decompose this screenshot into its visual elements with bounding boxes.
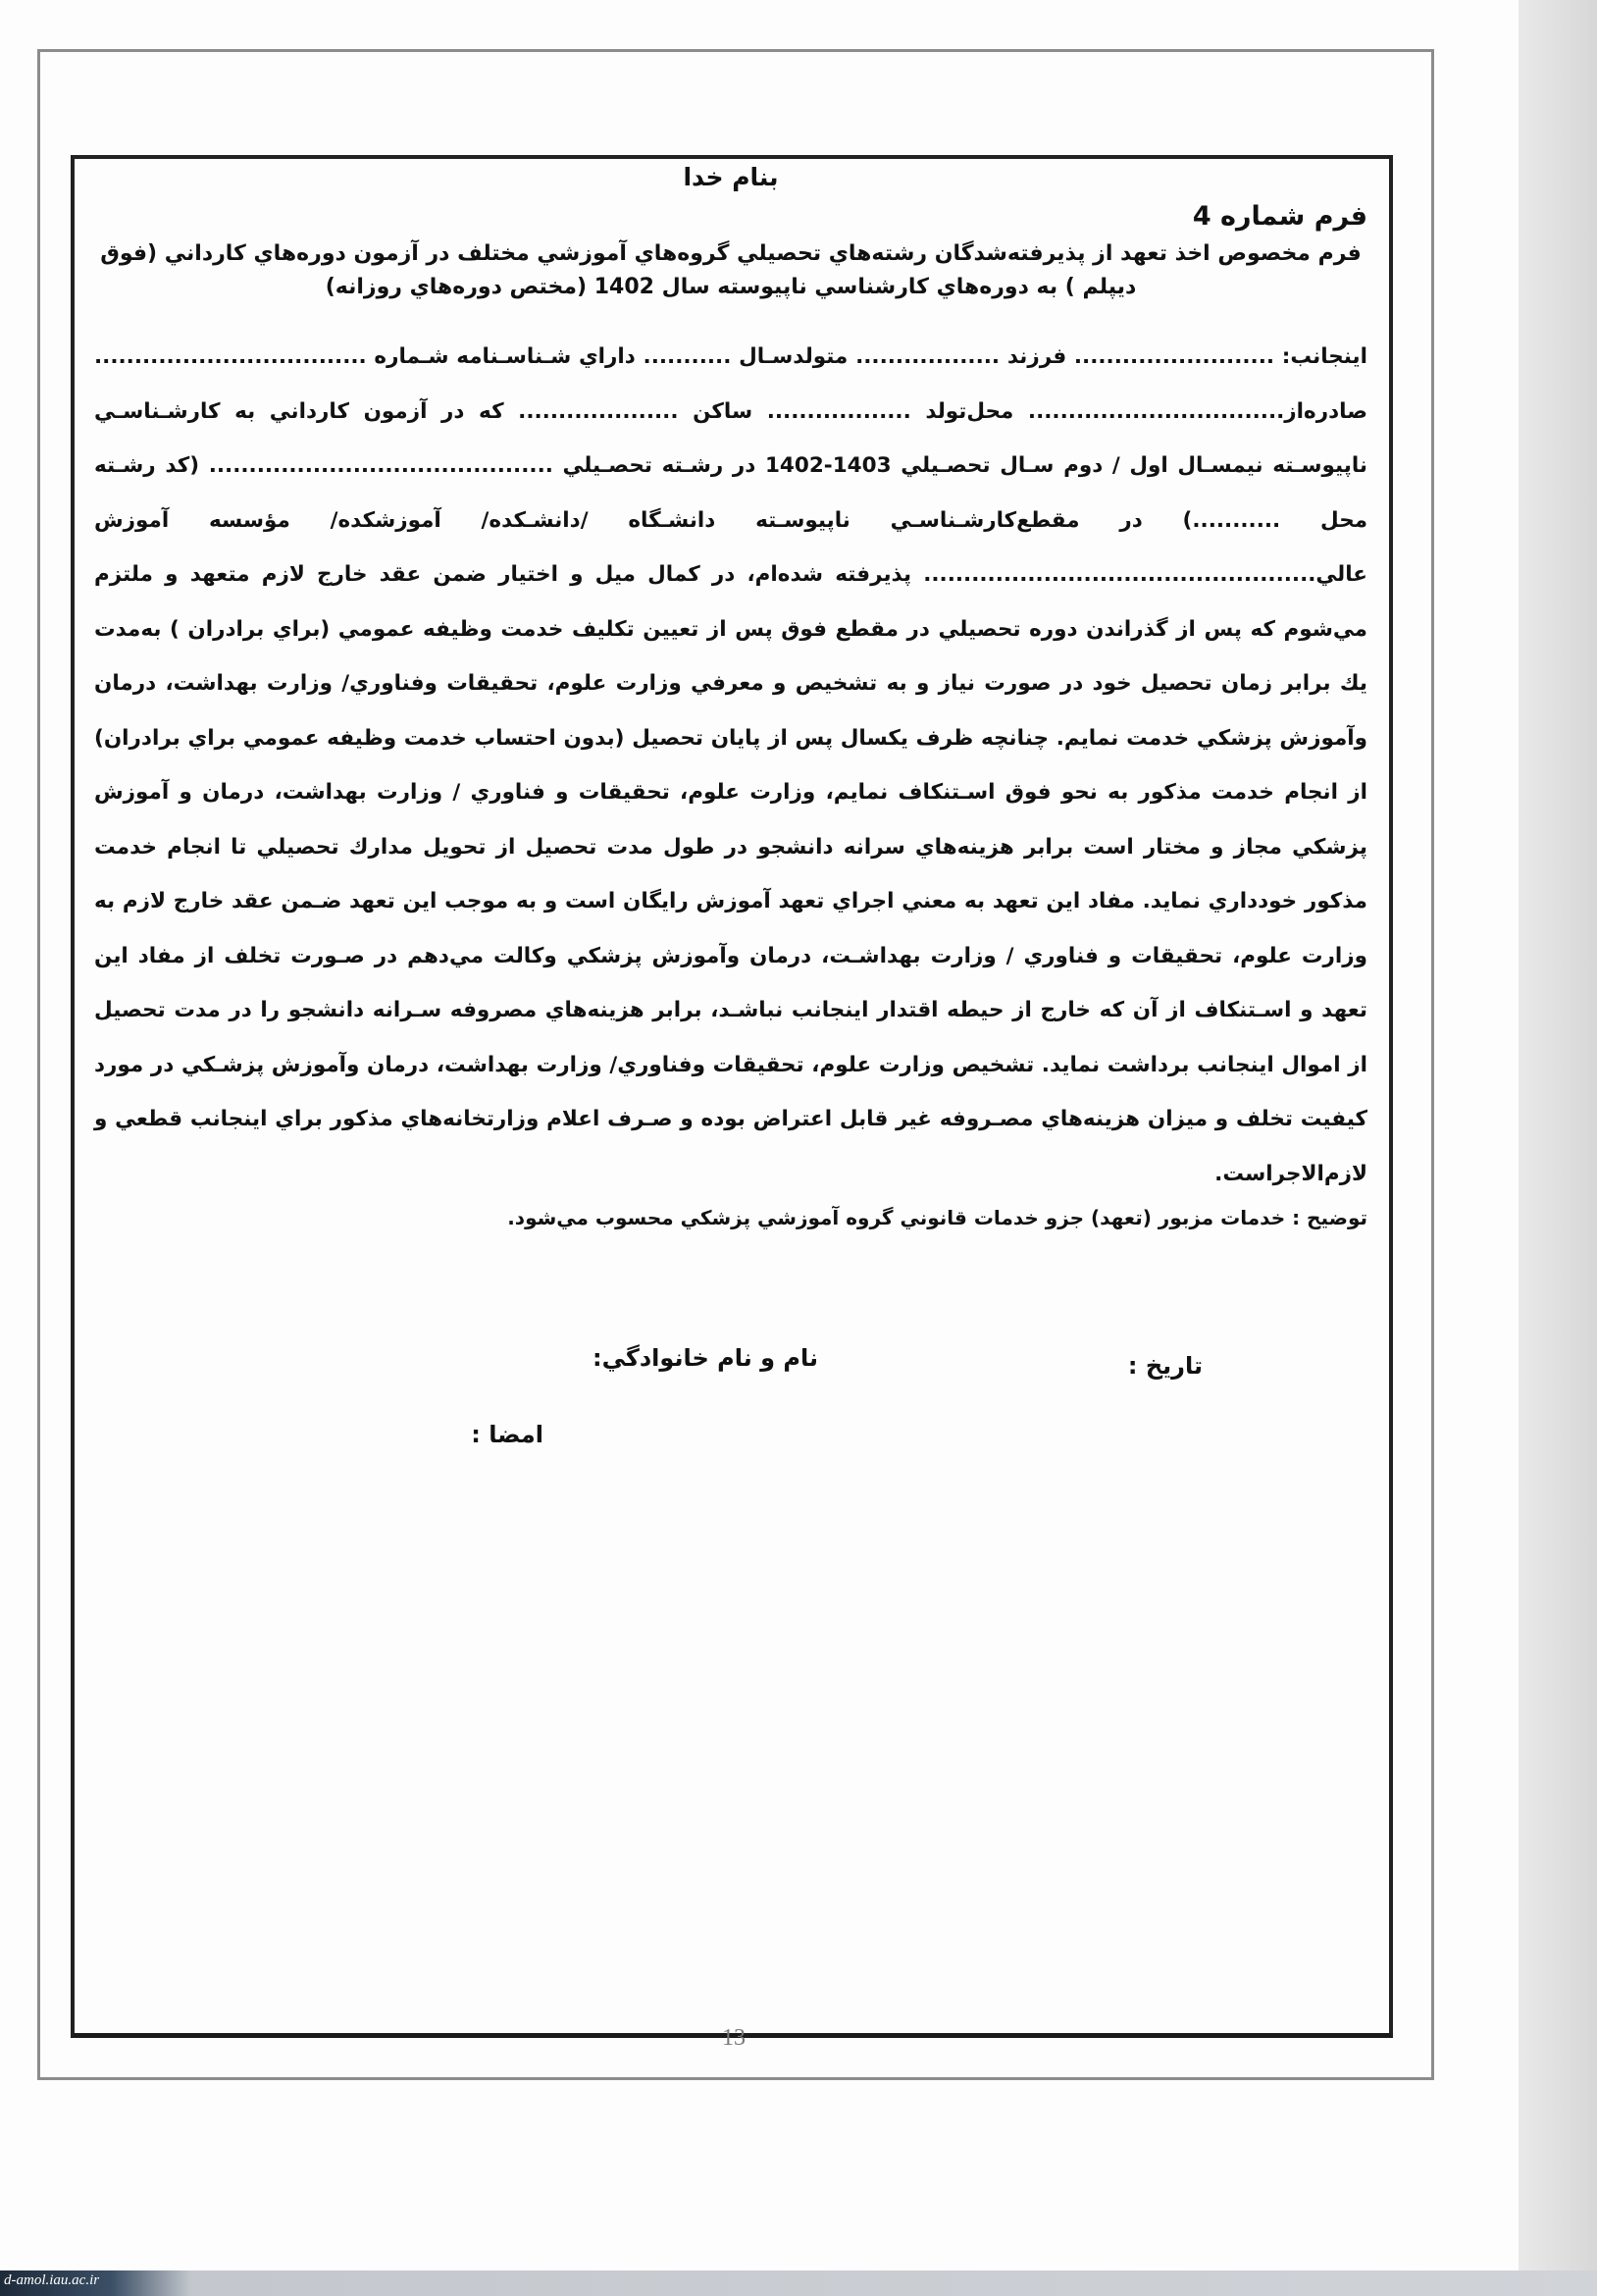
commitment-text: اينجانب: ......................... فرزند .................. متولدسـال ........... داراي شـناسـنامه شـماره .................................. صادره‌از................................ محل‌تولد .................. ساكن .................... كه در آزمون كارداني به كارشـناسـي ناپيوسـته نيمسـال اول / دوم سـال تحصـيلي 1403-1402 در رشـته تحصـيلي ........................................... (كد رشـته محل ...........) در مقطع‌كارشـناسـي ناپيوسـته دانشـگاه /دانشـكده/ آموزشكده/ مؤسسه آموزش عالي................................................. پذيرفته شده‌ام، در كمال ميل و اختيار ضمن عقد خارج لازم متعهد و ملتزم مي‌شوم كه پس از گذراندن دوره تحصيلي در مقطع فوق پس از تعيين تكليف خدمت وظيفه عمومي (براي برادران ) به‌مدت يك برابر زمان تحصيل خود در صورت نياز و به تشخيص و معرفي وزارت علوم، تحقيقات وفناوري/ وزارت بهداشت، درمان وآموزش پزشكي خدمت نمايم. چنانچه ظرف يكسال پس از پايان تحصيل (بدون احتساب خدمت وظيفه عمومي براي برادران) از انجام خدمت مذكور به نحو فوق اسـتنكاف نمايم، وزارت علوم، تحقيقات و فناوري / وزارت بهداشت، درمان و آموزش پزشكي مجاز و مختار است برابر هزينه‌هاي سرانه دانشجو در طول مدت تحصيل از تحويل مدارك تحصيلي تا انجام خدمت مذكور خودداري نمايد. مفاد اين تعهد به معني اجراي تعهد آموزش رايگان است و به موجب اين تعهد ضـمن عقد خارج لازم به وزارت علوم، تحقيقات و فناوري / وزارت بهداشـت، درمان وآموزش پزشكي وكالت مي‌دهم در صـورت تخلف از مفاد اين تعهد و اسـتنكاف از آن كه خارج از حيطه اقتدار اينجانب نباشـد، برابر هزينه‌هاي مصروفه سـرانه دانشجو را در مدت تحصيل از اموال اينجانب برداشت نمايد. تشخيص وزارت علوم، تحقيقات وفناوري/ وزارت بهداشت، درمان وآموزش پزشـكي در مورد كيفيت تخلف و ميزان هزينه‌هاي مصـروفه غير قابل اعتراض بوده و صـرف اعلام وزارتخانه‌هاي مذكور براي اينجانب قطعي و لازم‌الاجراست. xyxy=(94,344,1368,1186)
date-label: تاريخ : xyxy=(1127,1352,1203,1380)
form-number: فرم شماره 4 xyxy=(1192,201,1367,232)
site-watermark: d-amol.iau.ac.ir xyxy=(4,2272,100,2288)
page-edge-shadow xyxy=(1519,0,1597,2296)
full-name-label: نام و نام خانوادگي: xyxy=(592,1344,818,1372)
basmala-heading: بنام خدا xyxy=(683,163,779,191)
form-title: فرم مخصوص اخذ تعهد از پذيرفته‌شدگان رشته‌هاي تحصيلي گروه‌هاي آموزشي مختلف در آزمون دوره‌هاي كارداني (فوق ديپلم ) به دوره‌هاي كارشناسي ناپيوسته سال 1402 (مختص دوره‌هاي روزانه) xyxy=(100,241,1362,299)
signature-label: امضا : xyxy=(471,1421,543,1448)
signature-row xyxy=(94,1344,1367,1391)
form-content xyxy=(94,163,1367,1234)
footer-bar xyxy=(0,2270,1597,2296)
page-number: 13 xyxy=(722,2025,746,2051)
explanation-note: توضيح : خدمات مزبور (تعهد) جزو خدمات قانوني گروه آموزشي پزشكي محسوب مي‌شود. xyxy=(507,1206,1367,1229)
